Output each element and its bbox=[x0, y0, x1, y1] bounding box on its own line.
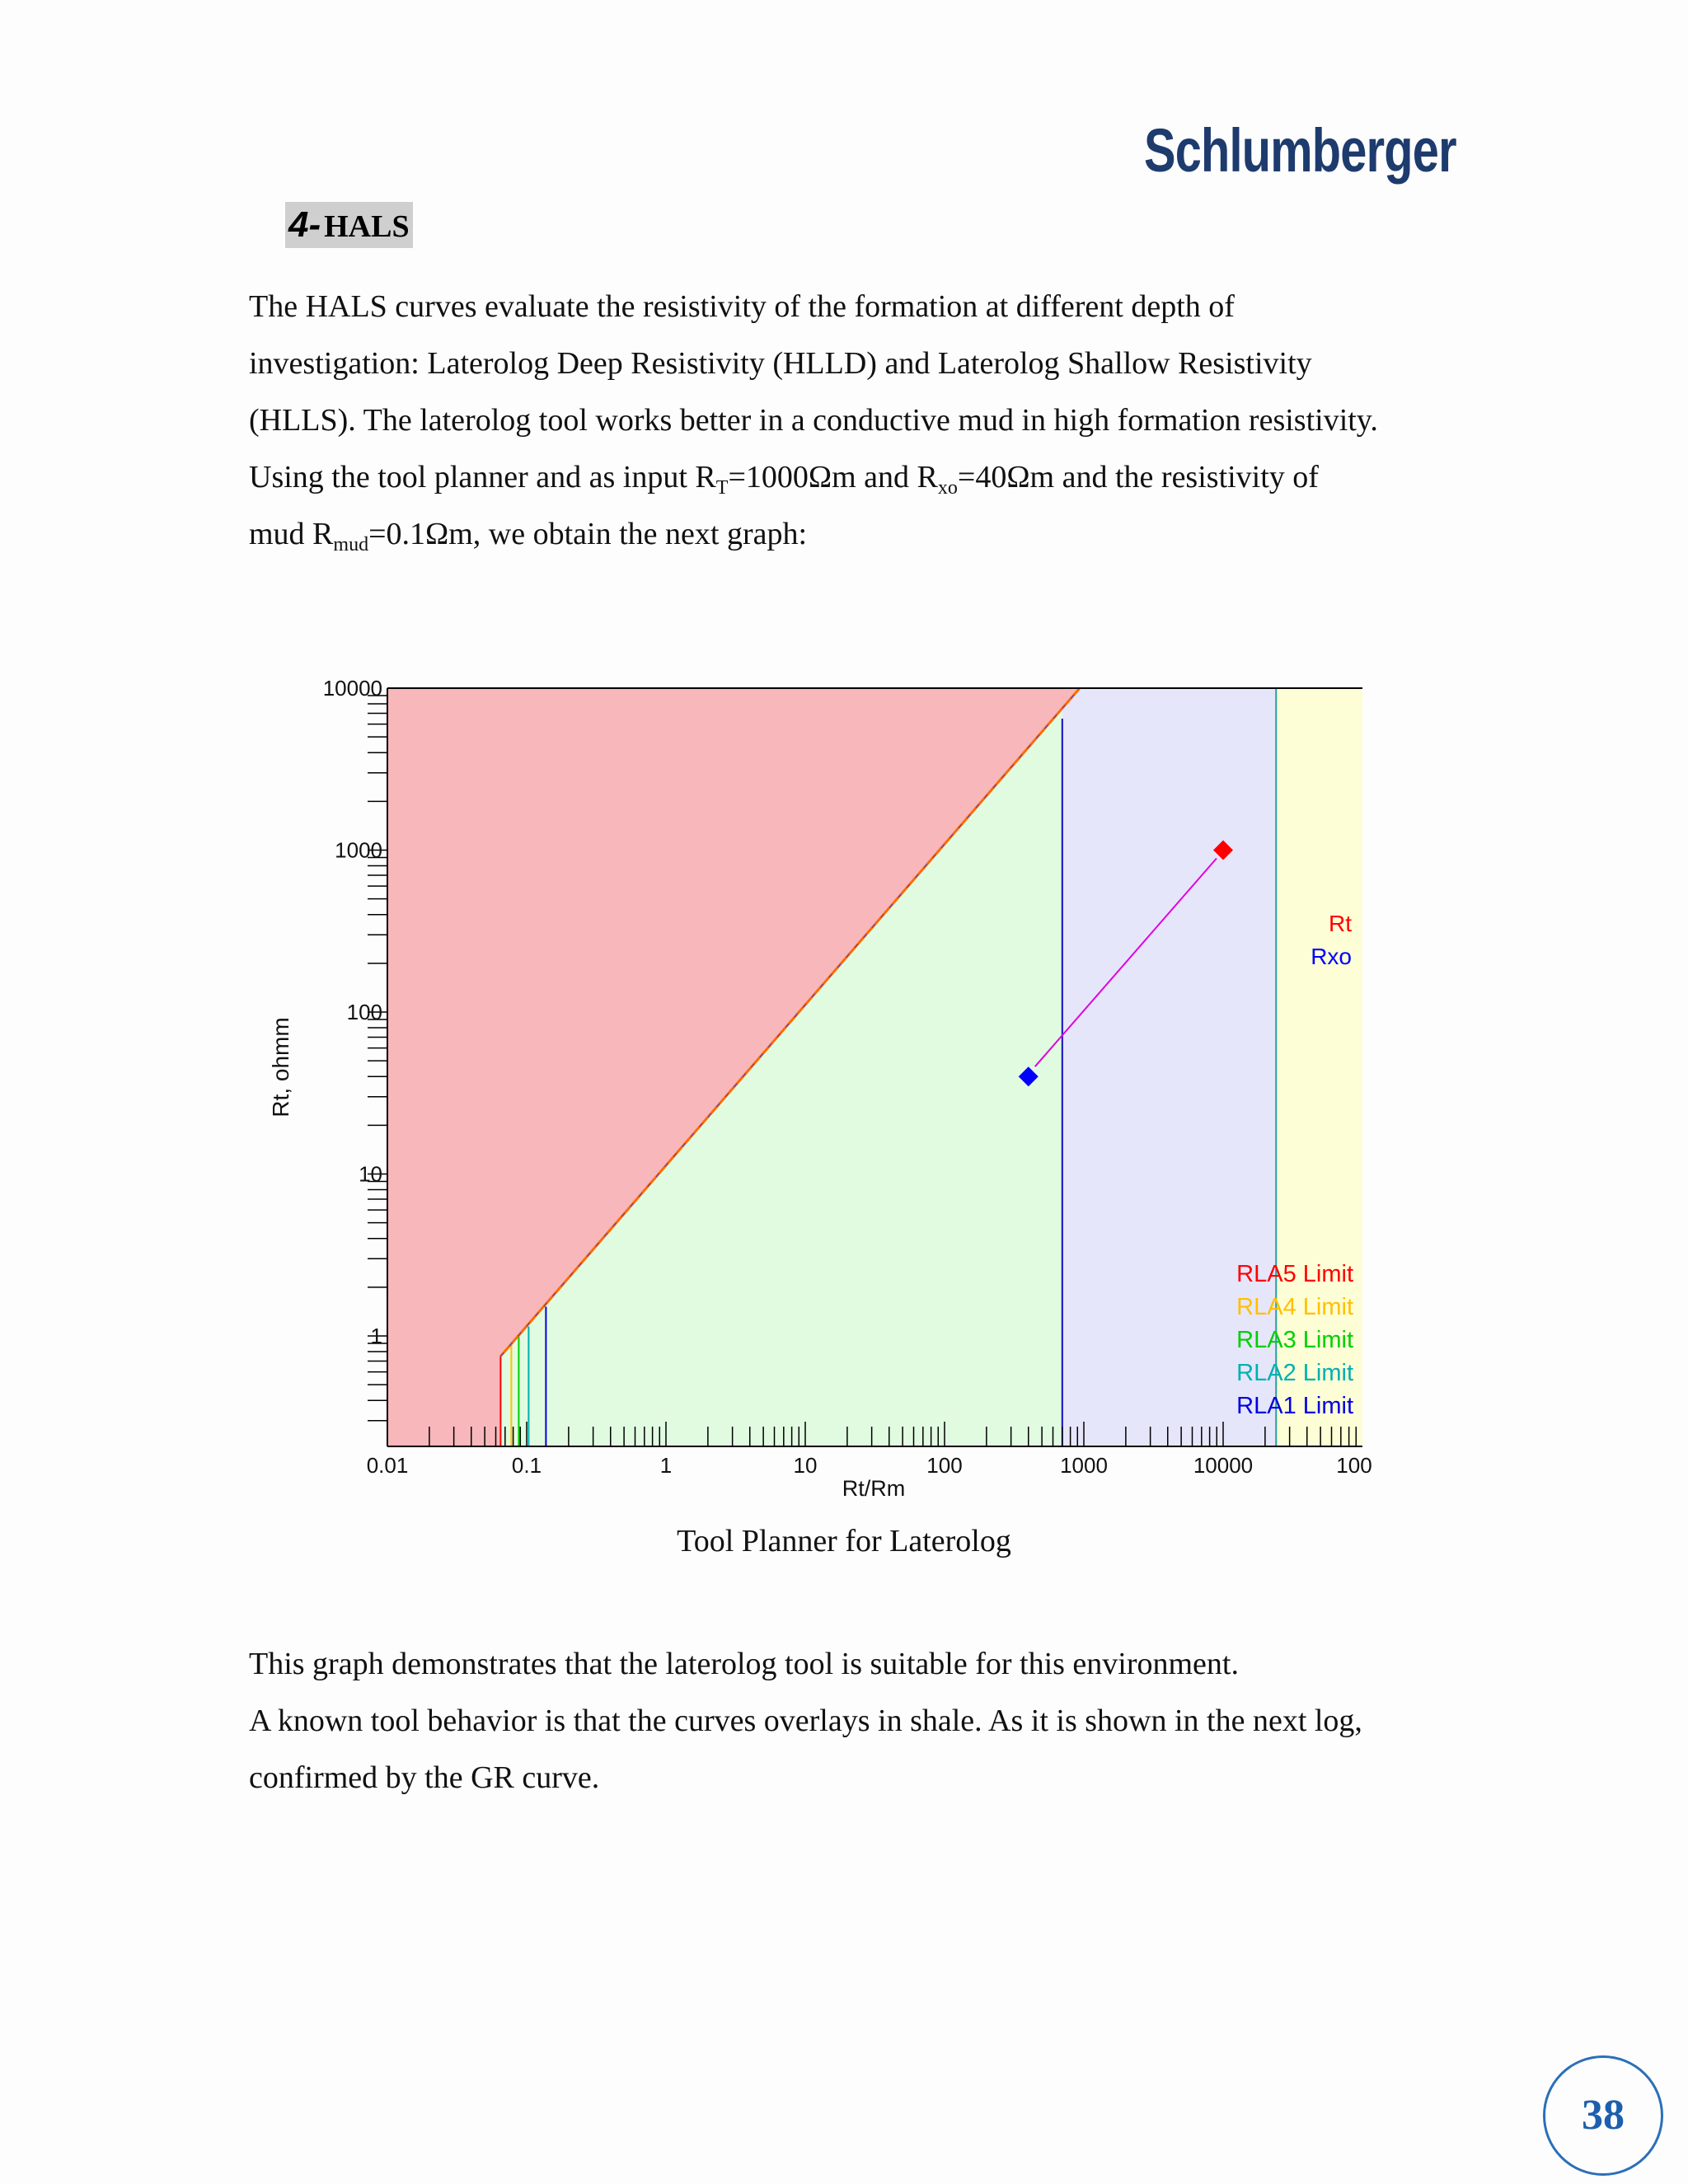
y-tick-label: 10000 bbox=[322, 676, 382, 701]
text-run: =40Ωm and the resistivity of bbox=[957, 460, 1319, 494]
x-tick-label: 1 bbox=[659, 1453, 673, 1478]
subscript: T bbox=[715, 477, 729, 499]
legend-point-label: Rxo bbox=[1311, 944, 1352, 969]
intro-line: (HLLS). The laterolog tool works better in a conductive mud in high formation resistivity. bbox=[249, 403, 1378, 438]
page-number: 38 bbox=[1543, 2055, 1663, 2176]
intro-line bbox=[249, 506, 1469, 563]
intro-paragraph bbox=[249, 279, 1469, 563]
intro-line: investigation: Laterolog Deep Resistivity (HLLD) and Laterolog Shallow Resistivity bbox=[249, 346, 1312, 381]
schlumberger-logo: Schlumberger bbox=[1144, 116, 1456, 185]
text-run: Using the tool planner and as input R bbox=[249, 460, 716, 494]
text-run: =1000Ωm and R bbox=[728, 460, 938, 494]
y-tick-label: 100 bbox=[346, 1000, 382, 1024]
figure-caption: Tool Planner for Laterolog bbox=[677, 1524, 1011, 1558]
section-title: HALS bbox=[324, 209, 410, 244]
section-number: 4- bbox=[288, 204, 321, 245]
x-tick-label: 100 bbox=[926, 1453, 963, 1478]
x-tick-label: 0.01 bbox=[366, 1453, 409, 1478]
legend-limit-label: RLA3 Limit bbox=[1236, 1327, 1353, 1353]
subscript: mud bbox=[333, 534, 369, 555]
outro-line: This graph demonstrates that the laterolog tool is suitable for this environment. bbox=[249, 1647, 1239, 1681]
legend-limit-label: RLA5 Limit bbox=[1236, 1261, 1353, 1287]
y-tick-label: 1 bbox=[370, 1324, 382, 1348]
outro-line: A known tool behavior is that the curves overlays in shale. As it is shown in the next log, bbox=[249, 1704, 1362, 1738]
section-heading bbox=[285, 202, 413, 248]
x-tick-label: 10000 bbox=[1193, 1453, 1254, 1478]
outro-paragraph bbox=[249, 1636, 1469, 1807]
legend-limit-label: RLA2 Limit bbox=[1236, 1360, 1353, 1386]
x-tick-label: 100 bbox=[1336, 1453, 1372, 1478]
legend-point-label: Rt bbox=[1329, 911, 1352, 936]
x-axis-title: Rt/Rm bbox=[842, 1476, 906, 1501]
y-tick-label: 10 bbox=[359, 1161, 382, 1187]
x-tick-label: 0.1 bbox=[511, 1453, 542, 1478]
tool-planner-chart bbox=[264, 659, 1385, 1508]
legend-limit-label: RLA1 Limit bbox=[1236, 1393, 1353, 1419]
text-run: mud R bbox=[249, 517, 334, 551]
y-axis-title: Rt, ohmm bbox=[268, 1017, 293, 1118]
x-tick-label: 1000 bbox=[1060, 1453, 1108, 1478]
intro-line bbox=[249, 449, 1469, 506]
intro-line: The HALS curves evaluate the resistivity of the formation at different depth of bbox=[249, 289, 1235, 324]
legend-limit-label: RLA4 Limit bbox=[1236, 1294, 1353, 1320]
x-tick-label: 10 bbox=[793, 1453, 818, 1478]
subscript: xo bbox=[937, 477, 958, 499]
outro-line: confirmed by the GR curve. bbox=[249, 1760, 600, 1795]
text-run: =0.1Ωm, we obtain the next graph: bbox=[368, 517, 808, 551]
y-tick-label: 1000 bbox=[335, 837, 382, 863]
